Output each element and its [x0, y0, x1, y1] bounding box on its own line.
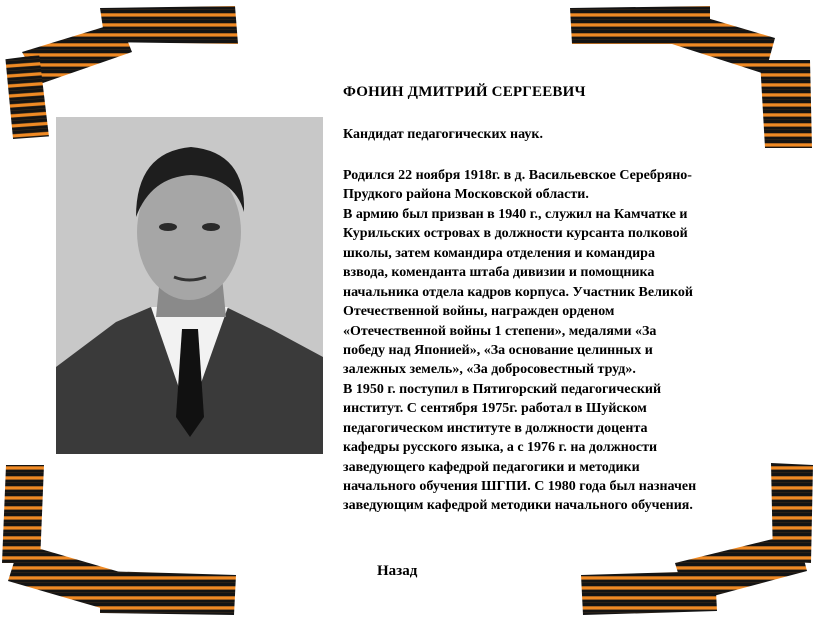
- bio-line: В армию был призван в 1940 г., служил на Камчатке и: [343, 206, 688, 222]
- bio-line: педагогическом институте в должности доцента: [343, 420, 648, 436]
- bio-line: залежных земель», «За добросовестный труд».: [343, 362, 636, 378]
- bio-line: В 1950 г. поступил в Пятигорский педагогический: [343, 381, 662, 397]
- bio-line: Прудкого района Московской области.: [343, 187, 589, 203]
- ribbon-top-right: [560, 0, 817, 150]
- person-name: ФОНИН ДМИТРИЙ СЕРГЕЕВИЧ: [343, 84, 586, 100]
- bio-line: «Отечественной войны 1 степени», медалями «За: [343, 323, 657, 339]
- bio-line: взвода, коменданта штаба дивизии и помощника: [343, 265, 655, 281]
- academic-degree: Кандидат педагогических наук.: [343, 127, 543, 142]
- ribbon-bottom-left: [0, 463, 250, 623]
- back-link[interactable]: Назад: [377, 563, 418, 579]
- bio-line: начальника отдела кадров корпуса. Участник Великой: [343, 284, 693, 300]
- bio-line: Курильских островах в должности курсанта полковой: [343, 226, 688, 242]
- bio-line: начального обучения ШГПИ. С 1980 года был назначен: [343, 479, 697, 494]
- bio-line: кафедры русского языка, а с 1976 г. на должности: [343, 440, 658, 456]
- bio-line: школы, затем командира отделения и командира: [343, 245, 655, 261]
- bio-line: институт. С сентября 1975г. работал в Шуйском: [343, 401, 647, 417]
- bio-line: победу над Японией», «За основание целинных и: [343, 342, 653, 358]
- bio-line: Отечественной войны, награжден орденом: [343, 304, 615, 320]
- portrait-photo: [56, 117, 323, 454]
- bio-line: заведующего кафедрой педагогики и методики: [343, 459, 640, 475]
- bio-line: Родился 22 ноября 1918г. в д. Васильевское Серебряно-: [343, 168, 692, 183]
- bio-line: заведующим кафедрой методики начального обучения.: [343, 498, 693, 514]
- biography-text: [343, 166, 696, 516]
